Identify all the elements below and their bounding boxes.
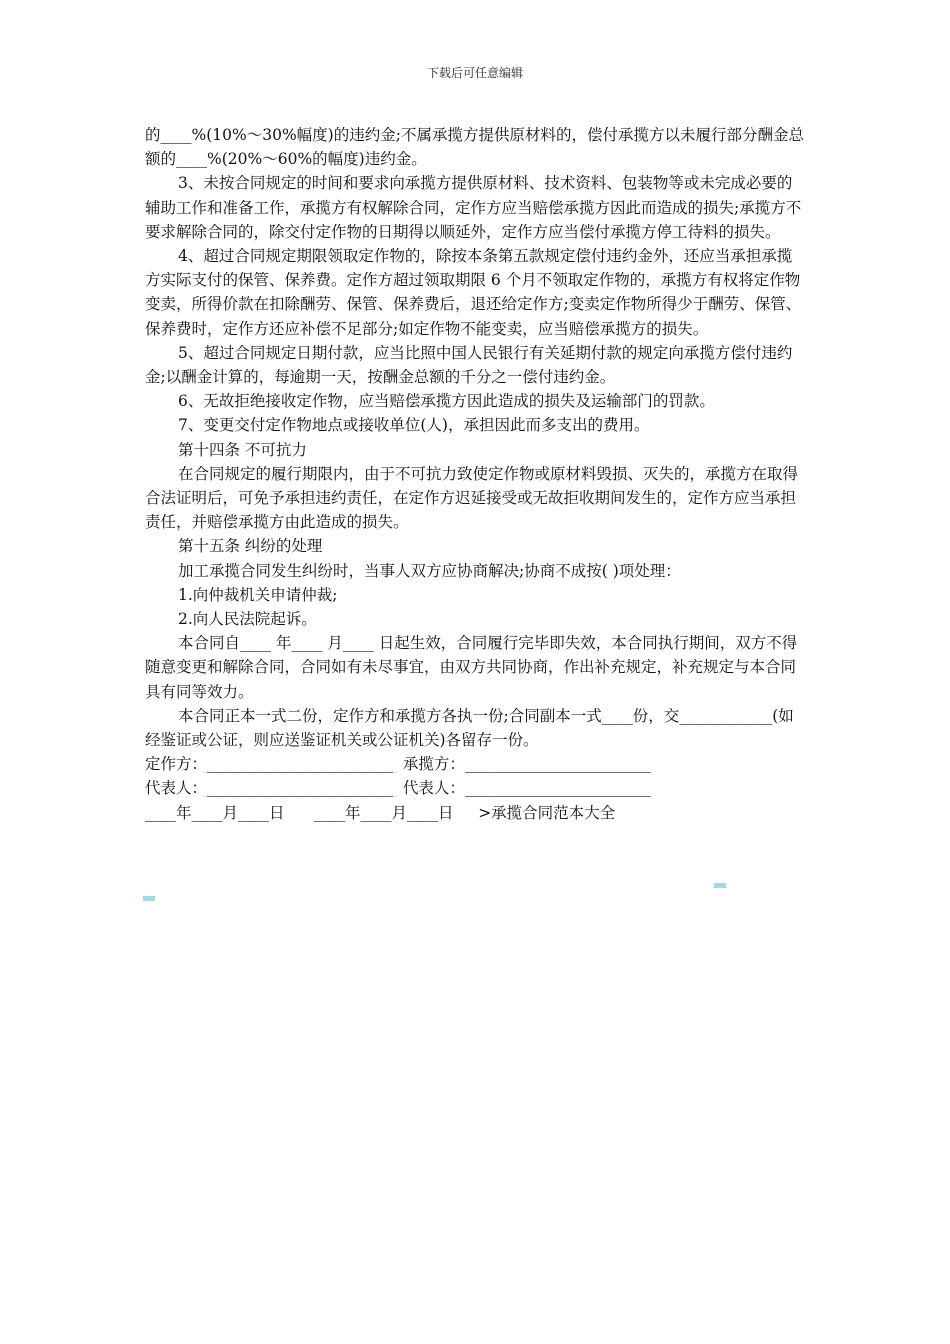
paragraph: 4、超过合同规定期限领取定作物的，除按本条第五款规定偿付违约金外，还应当承担承揽方实际支付的保管、保养费。定作方超过领取期限 6 个月不领取定作物的，承揽方有权将定作物变卖，所得价款在扣除酬劳、保管、保养费后，退还给定作方;变卖定作物所得少于酬劳、保管、保养费时，定作方还应补偿不足部分;如定作物不能变卖，应当赔偿承揽方的损失。: [145, 247, 802, 338]
paragraph: 本合同正本一式二份，定作方和承揽方各执一份;合同副本一式____份，交____________(如经鉴证或公证，则应送鉴证机关或公证机关)各留存一份。: [145, 706, 794, 750]
section-heading: 第十四条 不可抗力: [178, 440, 307, 459]
signature-row-date: ____年____月____日 ____年____月____日 >承揽合同范本大全: [145, 803, 616, 822]
highlight-marker: [143, 896, 155, 901]
paragraph: 在合同规定的履行期限内，由于不可抗力致使定作物或原材料毁损、灭失的，承揽方在取得合法证明后，可免予承担违约责任，在定作方迟延接受或无故拒收期间发生的，定作方应当承担责任，并赔偿承揽方由此造成的损失。: [145, 464, 799, 532]
list-item: 2.向人民法院起诉。: [178, 610, 317, 629]
paragraph: 7、变更交付定作物地点或接收单位(人)，承担因此而多支出的费用。: [178, 416, 650, 435]
signature-row-representative: 代表人：________________________ 代表人：________________________: [145, 779, 651, 798]
paragraph: 本合同自____ 年____ 月____ 日起生效，合同履行完毕即失效，本合同执行期间，双方不得随意变更和解除合同，合同如有未尽事宜，由双方共同协商，作出补充规定，补充规定与本合同具有同等效力。: [145, 634, 798, 701]
page-header: 下载后可任意编辑: [426, 66, 523, 80]
highlight-marker: [714, 883, 726, 888]
paragraph: 加工承揽合同发生纠纷时，当事人双方应协商解决;协商不成按( )项处理：: [178, 561, 681, 580]
paragraph: 6、无故拒绝接收定作物，应当赔偿承揽方因此造成的损失及运输部门的罚款。: [178, 392, 715, 411]
document-body: [145, 123, 805, 825]
section-heading: 第十五条 纠纷的处理: [178, 537, 323, 556]
paragraph: 的____%(10%～30%幅度)的违约金;不属承揽方提供原材料的，偿付承揽方以未履行部分酬金总额的____%(20%～60%的幅度)违约金。: [145, 126, 804, 169]
signature-row-party: 定作方：________________________ 承揽方：________________________: [145, 755, 651, 774]
list-item: 1.向仲裁机关申请仲裁;: [178, 585, 338, 604]
paragraph: 3、未按合同规定的时间和要求向承揽方提供原材料、技术资料、包装物等或未完成必要的辅助工作和准备工作，承揽方有权解除合同，定作方应当赔偿承揽方因此而造成的损失;承揽方不要求解除合同的，除交付定作物的日期得以顺延外，定作方应当偿付承揽方停工待料的损失。: [145, 174, 802, 241]
paragraph: 5、超过合同规定日期付款，应当比照中国人民银行有关延期付款的规定向承揽方偿付违约金;以酬金计算的，每逾期一天，按酬金总额的千分之一偿付违约金。: [145, 343, 793, 387]
